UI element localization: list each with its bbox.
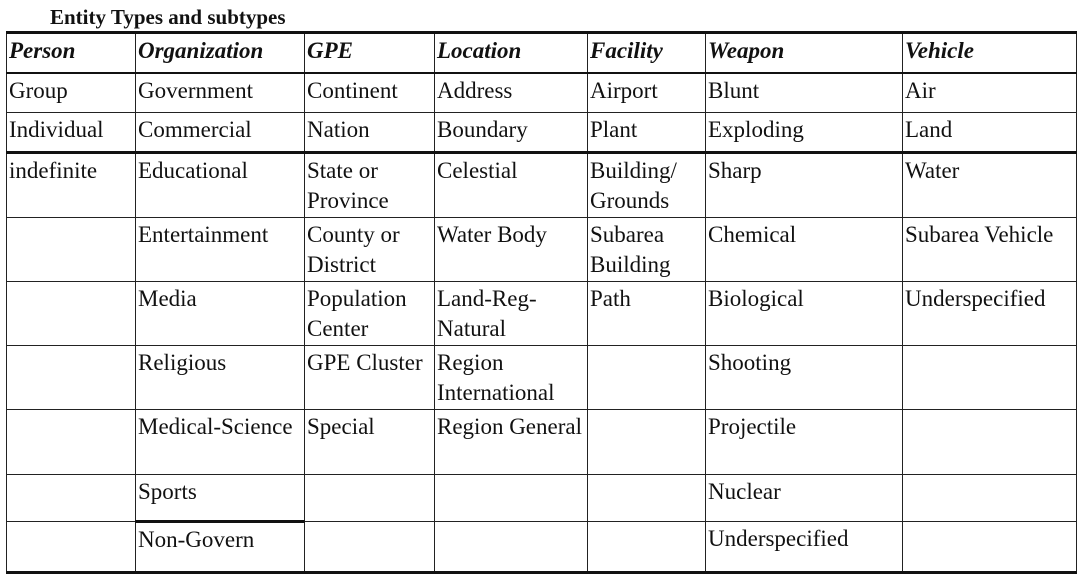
table-cell: Blunt	[706, 73, 903, 113]
table-cell: Address	[435, 73, 588, 113]
table-cell: Shooting	[706, 346, 903, 410]
table-row	[7, 410, 1077, 474]
header-row	[7, 33, 1077, 73]
table-cell	[903, 410, 1077, 474]
table-cell	[7, 281, 136, 345]
table-cell: Special	[305, 410, 435, 474]
table-cell: Water	[903, 153, 1077, 217]
table-cell: Government	[136, 73, 305, 113]
table-cell: Medical-Science	[136, 410, 305, 474]
table-cell: Path	[588, 281, 706, 345]
table-cell	[588, 346, 706, 410]
table-cell	[7, 521, 136, 572]
table-cell: Water Body	[435, 217, 588, 281]
table-cell	[305, 521, 435, 572]
table-row	[7, 521, 1077, 572]
header-weapon: Weapon	[706, 33, 903, 73]
table-cell: Educational	[136, 153, 305, 217]
table-cell	[588, 474, 706, 521]
table-cell	[588, 521, 706, 572]
header-facility: Facility	[588, 33, 706, 73]
table-cell: Underspecified	[706, 521, 903, 572]
table-cell	[305, 474, 435, 521]
table-cell	[903, 346, 1077, 410]
table-row	[7, 346, 1077, 410]
table-cell: Religious	[136, 346, 305, 410]
header-person: Person	[7, 33, 136, 73]
table-cell: Exploding	[706, 113, 903, 153]
table-cell: State or Province	[305, 153, 435, 217]
table-cell: indefinite	[7, 153, 136, 217]
table-cell: Subarea Building	[588, 217, 706, 281]
table-cell: Building/ Grounds	[588, 153, 706, 217]
table-cell: Nation	[305, 113, 435, 153]
table-cell: Commercial	[136, 113, 305, 153]
table-cell	[7, 410, 136, 474]
table-cell: Plant	[588, 113, 706, 153]
header-gpe: GPE	[305, 33, 435, 73]
table-cell: Entertainment	[136, 217, 305, 281]
table-cell	[7, 474, 136, 521]
table-cell: Boundary	[435, 113, 588, 153]
table-cell: Underspecified	[903, 281, 1077, 345]
table-cell: County or District	[305, 217, 435, 281]
header-location: Location	[435, 33, 588, 73]
table-cell	[7, 346, 136, 410]
table-cell: Airport	[588, 73, 706, 113]
header-organization: Organization	[136, 33, 305, 73]
table-row	[7, 474, 1077, 521]
table-cell: Group	[7, 73, 136, 113]
table-cell: Region General	[435, 410, 588, 474]
table-cell	[7, 217, 136, 281]
table-cell: Biological	[706, 281, 903, 345]
table-row	[7, 153, 1077, 217]
table-cell	[588, 410, 706, 474]
header-vehicle: Vehicle	[903, 33, 1077, 73]
table-cell: Non-Govern	[136, 521, 305, 572]
table-cell: GPE Cluster	[305, 346, 435, 410]
table-cell	[903, 474, 1077, 521]
table-row	[7, 217, 1077, 281]
table-cell	[435, 474, 588, 521]
table-cell: Continent	[305, 73, 435, 113]
table-cell: Air	[903, 73, 1077, 113]
table-title: Entity Types and subtypes	[50, 5, 286, 29]
table-cell: Sharp	[706, 153, 903, 217]
table-cell: Population Center	[305, 281, 435, 345]
entity-types-table	[6, 31, 1077, 574]
table-cell: Subarea Vehicle	[903, 217, 1077, 281]
table-row	[7, 73, 1077, 113]
table-cell: Chemical	[706, 217, 903, 281]
table-cell	[435, 521, 588, 572]
table-row	[7, 281, 1077, 345]
table-row	[7, 113, 1077, 153]
table-cell: Projectile	[706, 410, 903, 474]
table-cell: Sports	[136, 474, 305, 521]
table-cell	[903, 521, 1077, 572]
table-cell: Individual	[7, 113, 136, 153]
table-cell: Nuclear	[706, 474, 903, 521]
table-cell: Celestial	[435, 153, 588, 217]
table-cell: Land	[903, 113, 1077, 153]
table-cell: Region International	[435, 346, 588, 410]
table-cell: Media	[136, 281, 305, 345]
table-cell: Land-Reg-Natural	[435, 281, 588, 345]
